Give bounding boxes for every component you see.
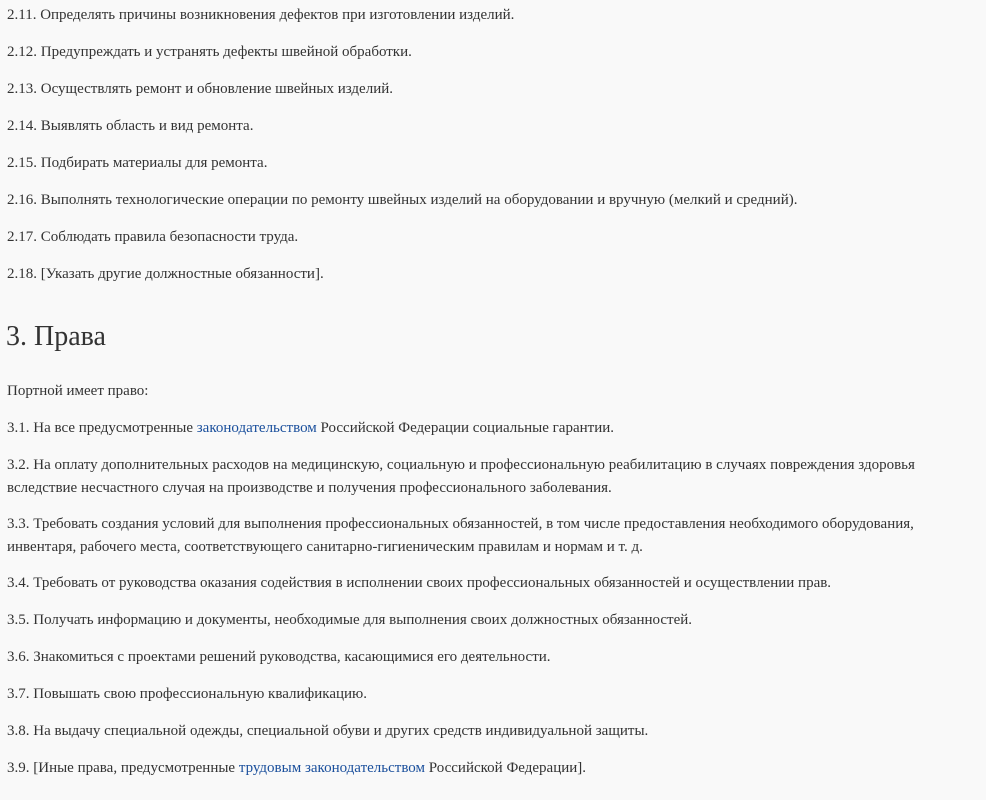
right-3-5: 3.5. Получать информацию и документы, необходимые для выполнения своих должностных обязанностей. [7,612,693,628]
right-3-1-text-before: 3.1. На все предусмотренные [7,420,197,436]
duty-2-16: 2.16. Выполнять технологические операции по ремонту швейных изделий на оборудовании и вручную (мелкий и средний). [7,192,798,208]
duty-2-18: 2.18. [Указать другие должностные обязанности]. [7,266,324,282]
right-3-1-text-after: Российской Федерации социальные гарантии. [316,420,615,436]
right-3-7: 3.7. Повышать свою профессиональную квалификацию. [7,686,367,702]
duty-2-11: 2.11. Определять причины возникновения дефектов при изготовлении изделий. [7,7,515,23]
labor-legislation-link[interactable]: трудовым законодательством [238,760,426,776]
right-3-9 [7,757,982,780]
right-3-8: 3.8. На выдачу специальной одежды, специальной обуви и других средств индивидуальной защиты. [7,723,649,739]
right-3-1 [7,417,982,440]
rights-intro: Портной имеет право: [7,383,149,399]
section-heading-rights: 3. Права [6,321,106,352]
right-3-3: 3.3. Требовать создания условий для выполнения профессиональных обязанностей, в том числе предоставления необходимого оборудования, инвентаря, рабочего места, соответствующего санитарно-гигиеническим правилам и нормам и т. д. [7,516,914,555]
right-3-6: 3.6. Знакомиться с проектами решений руководства, касающимися его деятельности. [7,649,551,665]
duty-2-13: 2.13. Осуществлять ремонт и обновление швейных изделий. [7,81,394,97]
duty-2-12: 2.12. Предупреждать и устранять дефекты швейной обработки. [7,44,412,60]
duty-2-14: 2.14. Выявлять область и вид ремонта. [7,118,254,134]
right-3-2: 3.2. На оплату дополнительных расходов на медицинскую, социальную и профессиональную реабилитацию в случаях повреждения здоровья вследствие несчастного случая на производстве и получения профессионального заболевания. [7,457,915,496]
legislation-link[interactable]: законодательством [196,420,317,436]
right-3-9-text-after: Российской Федерации]. [425,760,587,776]
duty-2-17: 2.17. Соблюдать правила безопасности труда. [7,229,299,245]
right-3-9-text-before: 3.9. [Иные права, предусмотренные [7,760,239,776]
duty-2-15: 2.15. Подбирать материалы для ремонта. [7,155,268,171]
right-3-4: 3.4. Требовать от руководства оказания содействия в исполнении своих профессиональных обязанностей и осуществлении прав. [7,575,832,591]
